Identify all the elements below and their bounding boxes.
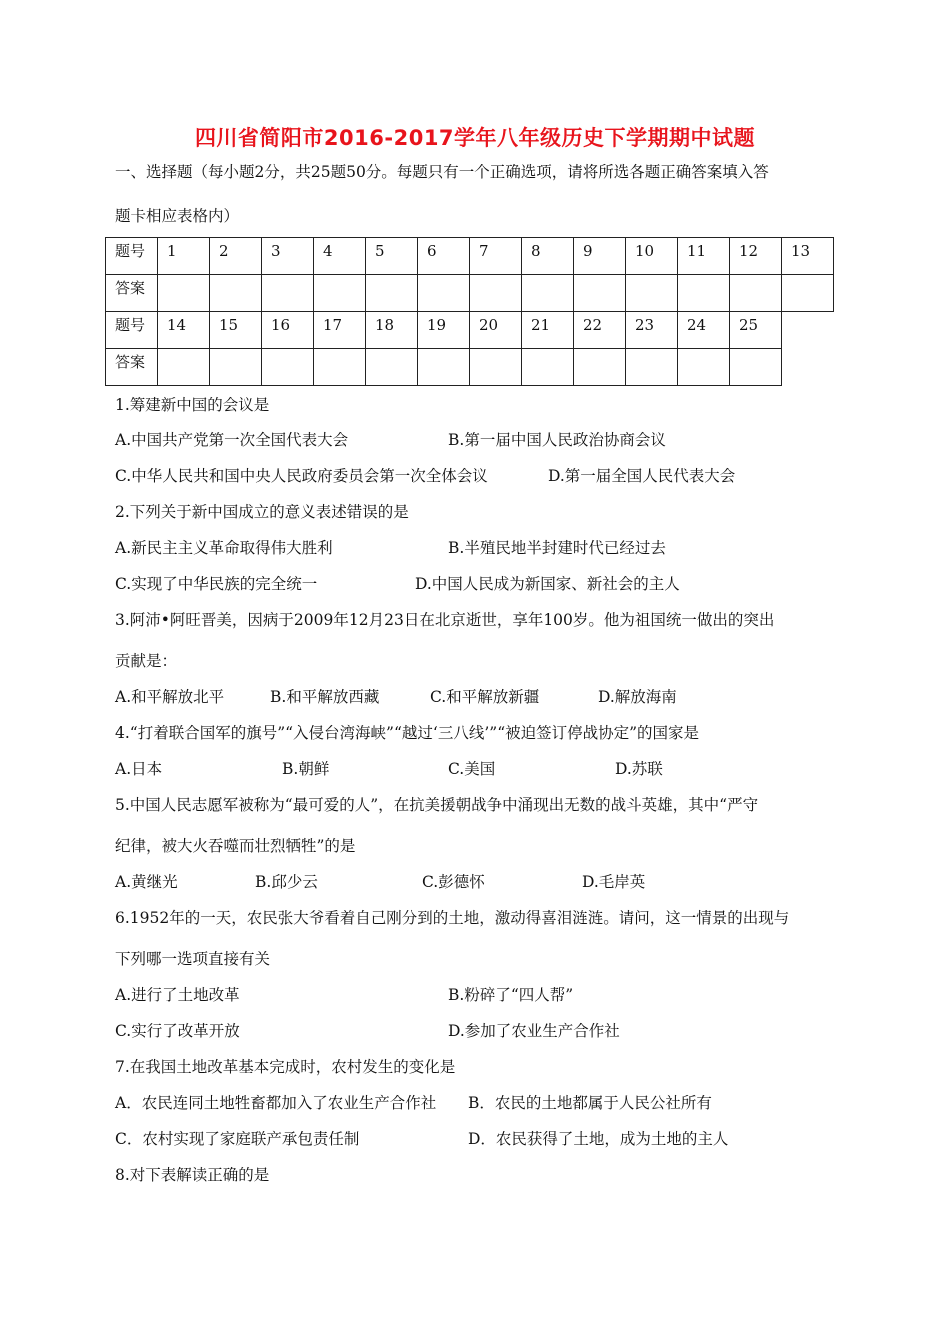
question-stem-continued: 纪律，被大火吞噬而壮烈牺牲”的是 (115, 837, 356, 855)
option: D.中国人民成为新国家、新社会的主人 (415, 575, 680, 593)
option: D.解放海南 (598, 688, 677, 706)
question-number-cell: 10 (626, 238, 678, 275)
question-stem: 8.对下表解读正确的是 (115, 1166, 270, 1184)
option: D.苏联 (615, 760, 663, 778)
option: C.实现了中华民族的完全统一 (115, 575, 318, 593)
question-number-cell: 8 (522, 238, 574, 275)
option: A.进行了土地改革 (115, 986, 240, 1004)
answer-cell[interactable] (470, 275, 522, 312)
option: D.毛岸英 (582, 873, 646, 891)
question-number-cell: 14 (158, 312, 210, 349)
answer-cell[interactable] (782, 275, 834, 312)
option: A.黄继光 (115, 873, 178, 891)
row-label: 答案 (106, 275, 158, 312)
answer-cell[interactable] (678, 275, 730, 312)
answer-cell[interactable] (626, 349, 678, 386)
answer-cell[interactable] (314, 349, 366, 386)
question-number-cell: 18 (366, 312, 418, 349)
answer-cell[interactable] (678, 349, 730, 386)
page-title: 四川省简阳市2016-2017学年八年级历史下学期期中试题 (194, 126, 756, 150)
answer-cell[interactable] (574, 275, 626, 312)
answer-cell[interactable] (366, 275, 418, 312)
question-number-cell: 6 (418, 238, 470, 275)
option: A.日本 (115, 760, 163, 778)
option: A.新民主主义革命取得伟大胜利 (115, 539, 333, 557)
answer-cell[interactable] (522, 349, 574, 386)
question-number-cell: 7 (470, 238, 522, 275)
answer-cell[interactable] (158, 349, 210, 386)
option: A.中国共产党第一次全国代表大会 (115, 431, 349, 449)
answer-cell[interactable] (470, 349, 522, 386)
question-number-cell: 2 (210, 238, 262, 275)
question-number-cell: 15 (210, 312, 262, 349)
question-stem: 6.1952年的一天，农民张大爷看着自己刚分到的土地，激动得喜泪涟涟。请问，这一情景的出现与 (115, 909, 790, 927)
table-row (106, 349, 834, 386)
answer-cell[interactable] (210, 275, 262, 312)
empty-cell (782, 349, 834, 386)
answer-cell[interactable] (522, 275, 574, 312)
option: B.第一届中国人民政治协商会议 (448, 431, 666, 449)
answer-cell[interactable] (210, 349, 262, 386)
question-number-cell: 19 (418, 312, 470, 349)
table-row (106, 238, 834, 275)
question-number-cell: 21 (522, 312, 574, 349)
option: D．农民获得了土地，成为土地的主人 (468, 1130, 729, 1148)
option: C.中华人民共和国中央人民政府委员会第一次全体会议 (115, 467, 488, 485)
answer-cell[interactable] (418, 275, 470, 312)
option: D.参加了农业生产合作社 (448, 1022, 620, 1040)
option: C.和平解放新疆 (430, 688, 540, 706)
option: B.粉碎了“四人帮” (448, 986, 574, 1004)
instructions-line-1: 一、选择题（每小题2分，共25题50分。每题只有一个正确选项，请将所选各题正确答案填入答 (115, 163, 769, 181)
question-number-cell: 9 (574, 238, 626, 275)
option: B.朝鲜 (282, 760, 330, 778)
question-stem: 1.筹建新中国的会议是 (115, 396, 270, 414)
question-number-cell: 12 (730, 238, 782, 275)
answer-cell[interactable] (418, 349, 470, 386)
question-number-cell: 11 (678, 238, 730, 275)
answer-cell[interactable] (730, 349, 782, 386)
question-number-cell: 23 (626, 312, 678, 349)
table-row (106, 312, 834, 349)
option: A.和平解放北平 (115, 688, 225, 706)
option: D.第一届全国人民代表大会 (548, 467, 736, 485)
question-number-cell: 5 (366, 238, 418, 275)
option: C.美国 (448, 760, 496, 778)
question-number-cell: 1 (158, 238, 210, 275)
question-stem: 4.“打着联合国军的旗号”“入侵台湾海峡”“越过‘三八线’”“被迫签订停战协定”的国家是 (115, 724, 700, 742)
question-number-cell: 4 (314, 238, 366, 275)
question-stem: 2.下列关于新中国成立的意义表述错误的是 (115, 503, 409, 521)
answer-cell[interactable] (262, 349, 314, 386)
answer-cell[interactable] (158, 275, 210, 312)
question-number-cell: 16 (262, 312, 314, 349)
question-number-cell: 17 (314, 312, 366, 349)
empty-cell (782, 312, 834, 349)
question-number-cell: 20 (470, 312, 522, 349)
option: B.邱少云 (255, 873, 318, 891)
question-stem: 5.中国人民志愿军被称为“最可爱的人”，在抗美援朝战争中涌现出无数的战斗英雄，其中“严守 (115, 796, 759, 814)
row-label: 答案 (106, 349, 158, 386)
option: C.实行了改革开放 (115, 1022, 240, 1040)
option: C.彭德怀 (422, 873, 485, 891)
option: B.和平解放西藏 (270, 688, 380, 706)
question-number-cell: 24 (678, 312, 730, 349)
answer-cell[interactable] (730, 275, 782, 312)
option: B．农民的土地都属于人民公社所有 (468, 1094, 712, 1112)
answer-cell[interactable] (626, 275, 678, 312)
answer-cell[interactable] (574, 349, 626, 386)
option: B.半殖民地半封建时代已经过去 (448, 539, 666, 557)
row-label: 题号 (106, 312, 158, 349)
row-label: 题号 (106, 238, 158, 275)
question-number-cell: 25 (730, 312, 782, 349)
question-number-cell: 3 (262, 238, 314, 275)
question-number-cell: 13 (782, 238, 834, 275)
instructions-line-2: 题卡相应表格内） (115, 207, 240, 225)
option: A．农民连同土地牲畜都加入了农业生产合作社 (115, 1094, 437, 1112)
answer-cell[interactable] (366, 349, 418, 386)
question-number-cell: 22 (574, 312, 626, 349)
question-stem: 7.在我国土地改革基本完成时，农村发生的变化是 (115, 1058, 456, 1076)
question-stem-continued: 下列哪一选项直接有关 (115, 950, 271, 968)
answer-cell[interactable] (314, 275, 366, 312)
question-stem-continued: 贡献是： (115, 652, 178, 670)
answer-cell[interactable] (262, 275, 314, 312)
answer-table (105, 237, 834, 386)
option: C．农村实现了家庭联产承包责任制 (115, 1130, 360, 1148)
table-row (106, 275, 834, 312)
question-stem: 3.阿沛•阿旺晋美，因病于2009年12月23日在北京逝世，享年100岁。他为祖国统一做出的突出 (115, 611, 775, 629)
